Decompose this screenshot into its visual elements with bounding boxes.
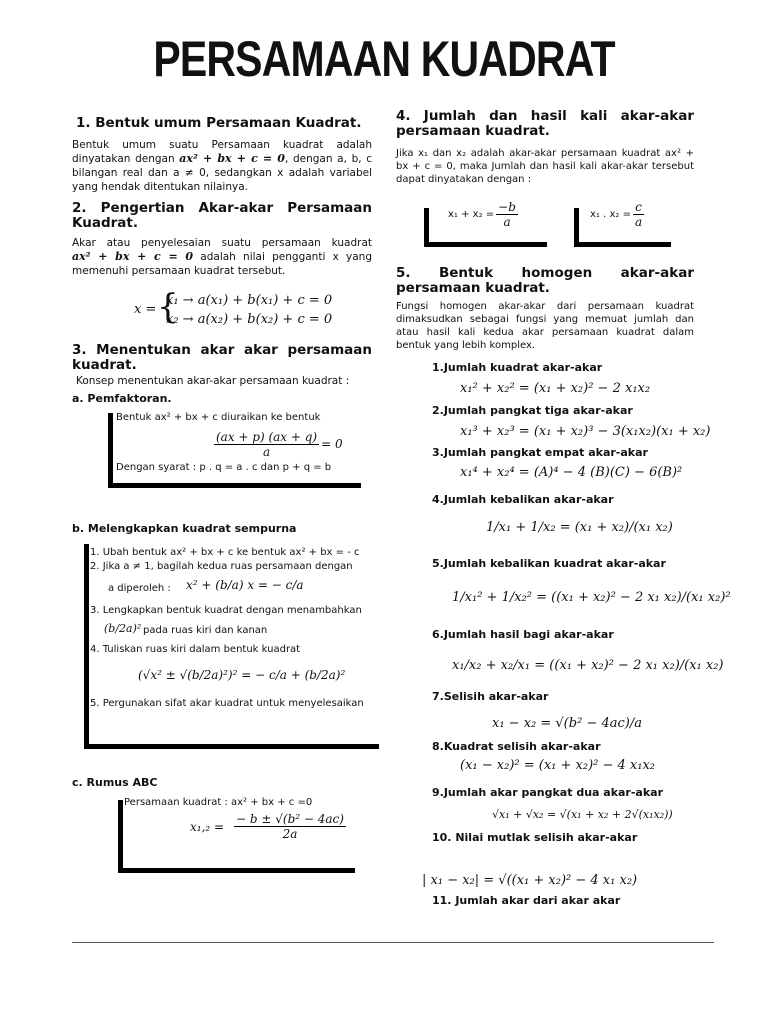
item-7-label: 7.Selisih akar-akar [432,690,549,703]
divider [72,942,714,943]
item-3-label: 3.Jumlah pangkat empat akar-akar [432,446,648,459]
c-lhs: x₁,₂ = [190,820,225,834]
section-4-title: 4. Jumlah dan hasil kali akar-akar persamaan kuadrat. [396,108,694,139]
a-fraction [212,430,343,459]
product-formula [590,200,646,229]
item-5-label: 5.Jumlah kebalikan kuadrat akar-akar [432,557,666,570]
sum-formula [448,200,520,229]
b-step-3: 3. Lengkapkan bentuk kuadrat dengan menambahkan [90,605,362,616]
b-step-2b: a diperoleh : [108,583,171,594]
item-11-label: 11. Jumlah akar dari akar akar [432,894,621,907]
sum-den: a [503,215,511,229]
section-4-text: Jika x₁ dan x₂ adalah akar-akar persamaan kuadrat ax² + bx + c = 0, maka Jumlah dan hasil kali akar-akar tersebut dapat dinyatakan dengan : [396,148,694,185]
sum-num: −b [498,200,516,214]
item-5-formula: 1/x₁² + 1/x₂² = ((x₁ + x₂)² − 2 x₁ x₂)/(x₁ x₂)² [452,590,731,605]
b-step-4-formula: (√x² ± √(b/2a)²)² = − c/a + (b/2a)² [138,668,346,682]
s2-x-label: x = [134,302,157,317]
item-9-label: 9.Jumlah akar pangkat dua akar-akar [432,786,664,799]
b-step-3-formula: (b/2a)² [104,622,142,635]
item-8-formula: (x₁ − x₂)² = (x₁ + x₂)² − 4 x₁x₂ [460,758,655,773]
prod-num: c [635,200,642,214]
item-6-formula: x₁/x₂ + x₂/x₁ = ((x₁ + x₂)² − 2 x₁ x₂)/(x₁ x₂) [452,658,724,673]
a-eq: = 0 [321,437,343,451]
s1-text-b: , dengan a, b, c bilangan real dan a ≠ 0, sedangkan x adalah variabel yang hendak ditentukan nilainya. [72,153,373,193]
prod-den: a [634,215,643,229]
a-den: a [262,445,271,459]
section-1-title: 1. Bentuk umum Persamaan Kuadrat. [76,115,362,131]
item-1-label: 1.Jumlah kuadrat akar-akar [432,361,603,374]
b-step-3b: pada ruas kiri dan kanan [143,625,268,636]
item-7-formula: x₁ − x₂ = √(b² − 4ac)/a [492,716,642,731]
prod-lhs: x₁ . x₂ = [590,209,631,220]
item-4-formula: 1/x₁ + 1/x₂ = (x₁ + x₂)/(x₁ x₂) [486,520,673,535]
section-5-title: 5. Bentuk homogen akar-akar persamaan kuadrat. [396,265,694,296]
item-6-label: 6.Jumlah hasil bagi akar-akar [432,628,614,641]
section-2-title: 2. Pengertian Akar-akar Persamaan Kuadrat. [72,200,372,231]
brace-icon: { [157,287,179,327]
c-den: 2a [282,827,298,841]
item-8-label: 8.Kuadrat selisih akar-akar [432,740,601,753]
sub-b-title: b. Melengkapkan kuadrat sempurna [72,522,297,535]
item-10-label: 10. Nilai mutlak selisih akar-akar [432,831,638,844]
c-fraction [232,812,348,841]
a-line-2: Dengan syarat : p . q = a . c dan p + q = b [116,462,332,473]
c-line-1: Persamaan kuadrat : ax² + bx + c =0 [124,797,313,808]
s2-text-a: Akar atau penyelesaian suatu persamaan kuadrat [72,237,372,249]
section-3-intro: Konsep menentukan akar-akar persamaan kuadrat : [76,375,350,387]
item-2-label: 2.Jumlah pangkat tiga akar-akar [432,404,633,417]
b-step-4: 4. Tuliskan ruas kiri dalam bentuk kuadrat [90,644,301,655]
b-step-1: 1. Ubah bentuk ax² + bx + c ke bentuk ax² + bx = - c [90,547,360,558]
item-2-formula: x₁³ + x₂³ = (x₁ + x₂)³ − 3(x₁x₂)(x₁ + x₂) [460,424,711,439]
s2-line-1: x₁ → a(x₁) + b(x₁) + c = 0 [166,293,333,308]
item-9-formula: √x₁ + √x₂ = √(x₁ + x₂ + 2√(x₁x₂)) [492,808,673,821]
b-step-2-formula: x² + (b/a) x = − c/a [186,578,304,592]
item-4-label: 4.Jumlah kebalikan akar-akar [432,493,614,506]
c-num: − b ± √(b² − 4ac) [236,812,344,826]
item-3-formula: x₁⁴ + x₂⁴ = (A)⁴ − 4 (B)(C) − 6(B)² [460,465,683,480]
section-1-text [72,138,372,194]
item-1-formula: x₁² + x₂² = (x₁ + x₂)² − 2 x₁x₂ [460,381,651,396]
a-line-1: Bentuk ax² + bx + c diuraikan ke bentuk [116,412,321,423]
sub-a-title: a. Pemfaktoran. [72,392,172,405]
s2-line-2: x₂ → a(x₂) + b(x₂) + c = 0 [166,312,333,327]
s1-formula: ax² + bx + c = 0 [179,152,285,165]
item-10-formula: | x₁ − x₂| = √((x₁ + x₂)² − 4 x₁ x₂) [422,873,638,888]
s2-formula: ax² + bx + c = 0 [72,250,194,263]
sub-c-title: c. Rumus ABC [72,776,158,789]
page-title: PERSAMAAN KUADRAT [153,31,615,87]
section-2-text [72,236,372,278]
a-num: (ax + p) (ax + q) [216,430,318,444]
b-step-5: 5. Pergunakan sifat akar kuadrat untuk menyelesaikan [90,698,364,709]
s1-text-a: Bentuk umum suatu Persamaan kuadrat adalah dinyatakan dengan [72,139,372,165]
s2-text-b: adalah nilai pengganti x yang memenuhi persamaan kuadrat tersebut. [72,251,372,277]
sum-lhs: x₁ + x₂ = [448,209,495,220]
b-step-2: 2. Jika a ≠ 1, bagilah kedua ruas persamaan dengan [90,561,353,572]
section-5-text: Fungsi homogen akar-akar dari persamaan kuadrat dimaksudkan sebagai fungsi yang memuat jumlah dan atau hasil kali kedua akar persamaan kuadrat dalam bentuk yang lebih komplex. [396,301,694,351]
section-3-title: 3. Menentukan akar akar persamaan kuadrat. [72,342,372,373]
